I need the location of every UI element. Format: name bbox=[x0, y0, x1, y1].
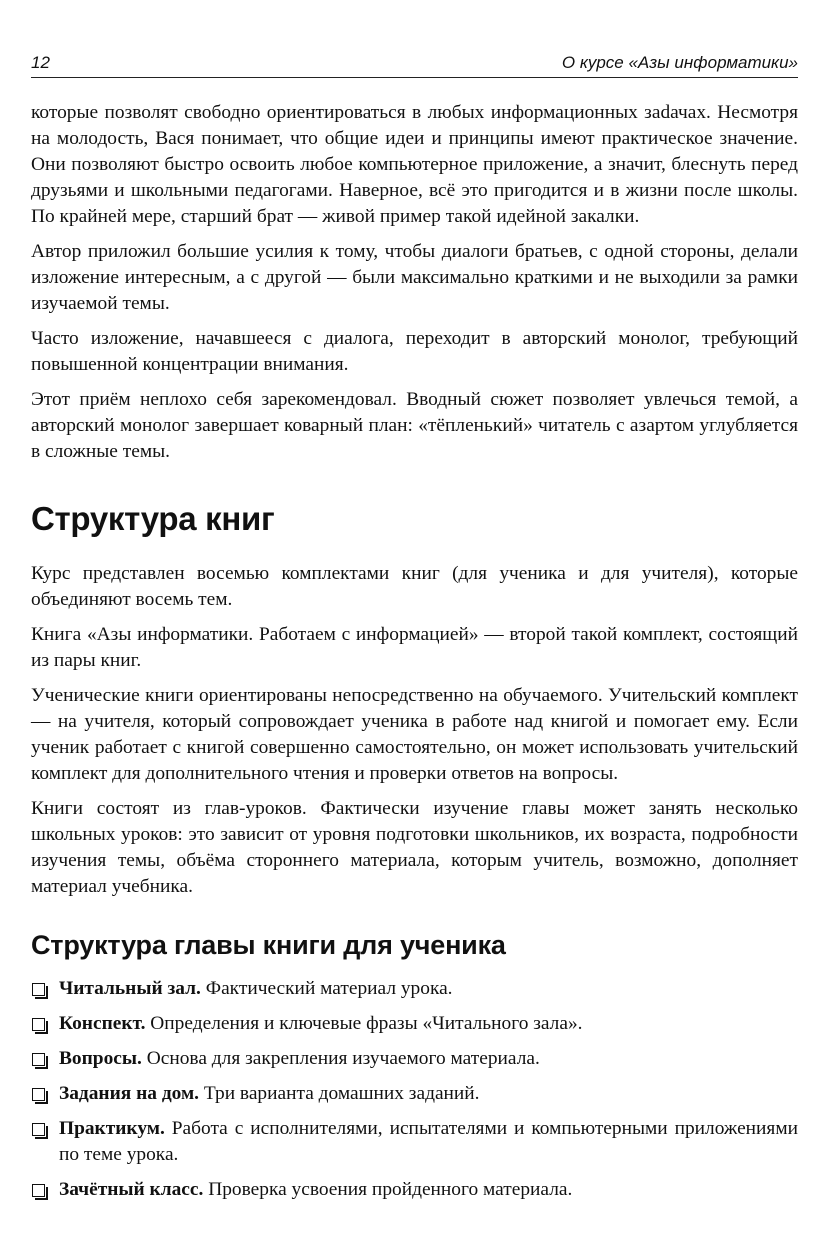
item-term: Практикум. bbox=[59, 1118, 165, 1139]
paragraph: Часто изложение, начавшееся с диалога, переходит в авторский монолог, требующий повышенной концентрации внимания. bbox=[31, 328, 798, 375]
item-term: Читальный зал. bbox=[59, 978, 201, 999]
checkbox-bullet-icon bbox=[32, 1184, 45, 1197]
list-item bbox=[31, 1116, 798, 1168]
list-item bbox=[31, 1011, 798, 1037]
checkbox-bullet-icon bbox=[32, 983, 45, 996]
item-text: Фактический материал урока. bbox=[205, 978, 453, 999]
checkbox-bullet-icon bbox=[32, 1088, 45, 1101]
checkbox-bullet-icon bbox=[32, 1123, 45, 1136]
running-header bbox=[31, 52, 798, 78]
list-item bbox=[31, 976, 798, 1002]
paragraph: Книги состоят из глав-уроков. Фактически изучение главы может занять несколько школьных уроков: это зависит от уровня подготовки школьников, их возраста, подробности изучения темы, объёма стороннего материала, которым учитель, возможно, дополняет материал учебника. bbox=[31, 798, 798, 897]
book-page bbox=[31, 52, 798, 1212]
list-item bbox=[31, 1177, 798, 1203]
item-text: Определения и ключевые фразы «Читального зала». bbox=[150, 1013, 583, 1034]
item-text: Работа с исполнителями, испытателями и компьютерными приложениями по теме урока. bbox=[59, 1118, 798, 1165]
running-title: О курсе «Азы информатики» bbox=[561, 53, 798, 72]
list-item bbox=[31, 1081, 798, 1107]
item-text: Основа для закрепления изучаемого материала. bbox=[146, 1048, 540, 1069]
paragraph: Автор приложил большие усилия к тому, чтобы диалоги братьев, с одной стороны, делали изложение интересным, а с другой — были максимально краткими и не выходили за рамки изучаемой темы. bbox=[31, 241, 798, 314]
checkbox-bullet-icon bbox=[32, 1018, 45, 1031]
item-term: Задания на дом. bbox=[59, 1083, 200, 1104]
chapter-structure-list bbox=[31, 976, 798, 1203]
item-term: Зачётный класс. bbox=[59, 1179, 204, 1200]
page-number: 12 bbox=[31, 53, 50, 72]
paragraph: Ученические книги ориентированы непосредственно на обучаемого. Учительский комплект — на учителя, который сопровождает ученика в работе над книгой и помогает ему. Если ученик работает с книгой совершенно самостоятельно, он может использовать учительский комплект для дополнительного чтения и проверки ответов на вопросы. bbox=[31, 685, 798, 784]
item-term: Конспект. bbox=[59, 1013, 146, 1034]
checkbox-bullet-icon bbox=[32, 1053, 45, 1066]
paragraph: которые позволят свободно ориентироваться в любых информационных заdачах. Несмотря на молодость, Вася понимает, что общие идеи и принципы имеют практическое значение. Они позволяют быстро освоить любое компьютерное приложение, а значит, блеснуть перед друзьями и школьными педагогами. Наверное, всё это пригодится и в жизни после школы. По крайней мере, старший брат — живой пример такой идейной закалки. bbox=[31, 102, 798, 227]
item-text: Проверка усвоения пройденного материала. bbox=[208, 1179, 573, 1200]
list-item bbox=[31, 1046, 798, 1072]
section-text bbox=[31, 561, 798, 900]
item-text: Три варианта домашних заданий. bbox=[203, 1083, 480, 1104]
subsection-heading: Структура главы книги для ученика bbox=[31, 930, 506, 960]
section-heading: Структура книг bbox=[31, 500, 275, 537]
paragraph: Этот приём неплохо себя зарекомендовал. Вводный сюжет позволяет увлечься темой, а авторский монолог завершает коварный план: «тёпленький» читатель с азартом углубляется в сложные темы. bbox=[31, 389, 798, 462]
paragraph: Курс представлен восемью комплектами книг (для ученика и для учителя), которые объединяют восемь тем. bbox=[31, 563, 798, 610]
item-term: Вопросы. bbox=[59, 1048, 142, 1069]
intro-text bbox=[31, 100, 798, 465]
paragraph: Книга «Азы информатики. Работаем с информацией» — второй такой комплект, состоящий из пары книг. bbox=[31, 624, 798, 671]
